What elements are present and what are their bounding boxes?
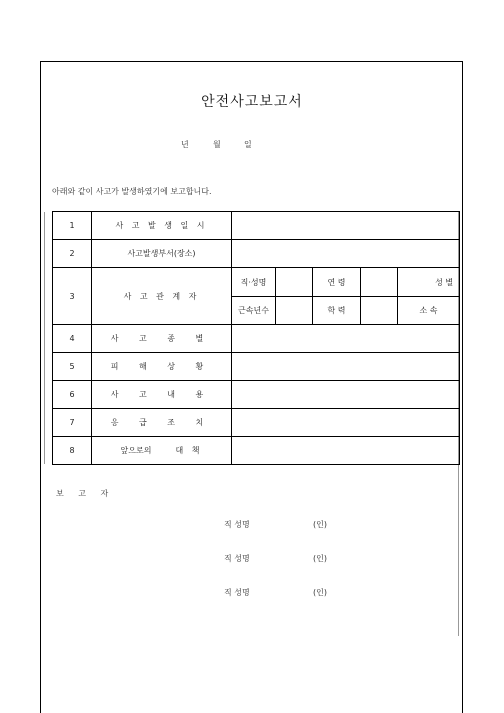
row-label: 사고발생부서(장소) [92,240,232,268]
document-title: 안전사고보고서 [201,94,303,110]
signature-name-2: 직 성명 [224,554,250,563]
intro-text: 아래와 같이 사고가 발생하였기에 보고합니다. [52,187,212,196]
row-number: 1 [53,212,92,240]
signature-seal-2: (인) [313,554,327,563]
row-label [92,437,232,465]
margin-line-left [44,212,45,464]
table-row [53,268,460,297]
person-education-cell[interactable] [361,297,398,325]
signature-name-3: 직 성명 [224,588,250,597]
signature-seal-1: (인) [313,520,327,529]
row-label: 응 급 조 치 [92,409,232,437]
entry-cell[interactable] [232,409,460,437]
entry-cell[interactable] [232,325,460,353]
row-number: 5 [53,353,92,381]
person-years-header: 근속년수 [232,297,276,325]
row-label: 사 고 발 생 일 시 [92,212,232,240]
signature-seal-3: (인) [313,588,327,597]
reporter-label: 보 고 자 [56,489,115,498]
row-label: 사 고 종 별 [92,325,232,353]
person-education-header: 학 력 [313,297,361,325]
person-age-header: 연 령 [313,268,361,297]
row-label: 사 고 관 계 자 [92,268,232,325]
person-name-header: 직·성명 [232,268,276,297]
entry-cell[interactable] [232,353,460,381]
date-month: 월 [213,140,221,149]
entry-cell[interactable] [232,212,460,240]
person-name-cell[interactable] [276,268,313,297]
row-number: 7 [53,409,92,437]
entry-cell[interactable] [232,437,460,465]
row-number: 4 [53,325,92,353]
entry-cell[interactable] [232,381,460,409]
person-gender-header: 성 별 [398,268,460,297]
row-label-part-a: 앞으로의 [120,446,152,455]
row-label: 사 고 내 용 [92,381,232,409]
row-label-part-b: 대 책 [175,446,203,455]
person-age-cell[interactable] [361,268,398,297]
row-number: 2 [53,240,92,268]
date-year: 년 [181,140,189,149]
row-number: 8 [53,437,92,465]
table-row [53,437,460,465]
table-row [53,409,460,437]
signature-name-1: 직 성명 [224,520,250,529]
row-number: 6 [53,381,92,409]
row-label: 피 해 상 황 [92,353,232,381]
accident-report-table [52,211,460,465]
date-day: 일 [244,140,252,149]
table-row [53,240,460,268]
table-row [53,212,460,240]
person-affiliation-header: 소 속 [398,297,460,325]
table-row [53,325,460,353]
row-number: 3 [53,268,92,325]
person-years-cell[interactable] [276,297,313,325]
table-row [53,381,460,409]
table-row [53,353,460,381]
entry-cell[interactable] [232,240,460,268]
